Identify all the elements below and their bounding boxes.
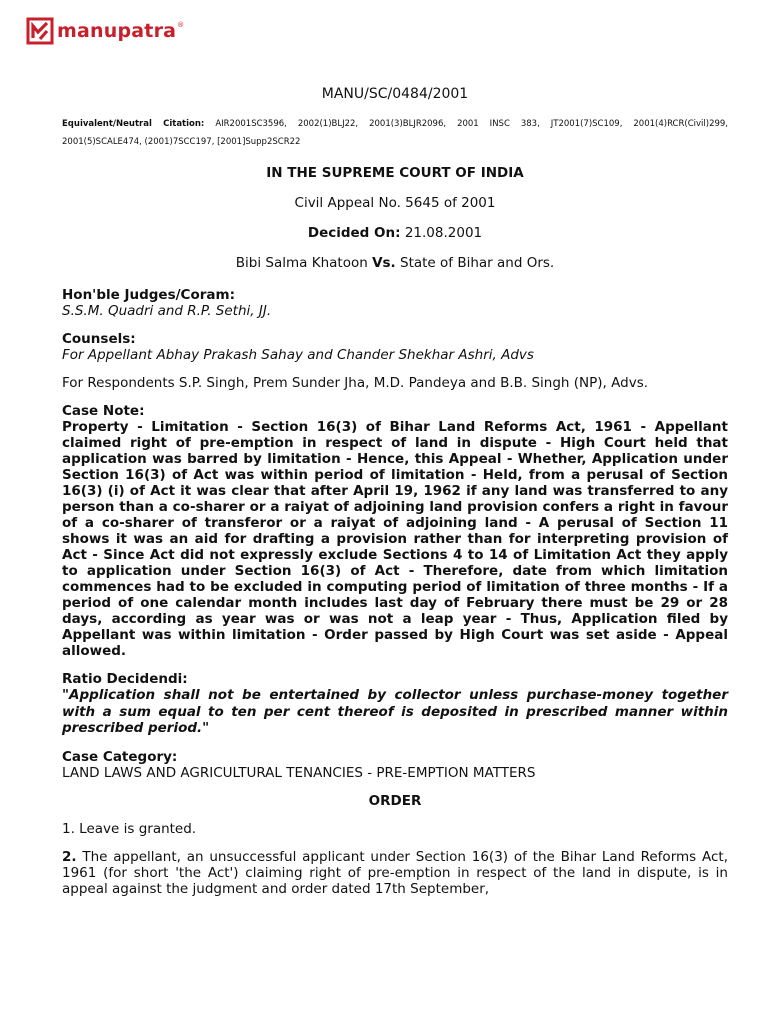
- counsel-appellant: For Appellant Abhay Prakash Sahay and Chander Shekhar Ashri, Advs: [62, 347, 534, 363]
- counsels-section: [62, 331, 728, 363]
- counsels-label: Counsels:: [62, 331, 136, 347]
- paragraph-1: 1. Leave is granted.: [62, 820, 197, 837]
- order-heading: ORDER: [368, 792, 422, 809]
- case-category-label: Case Category:: [62, 748, 178, 765]
- judges-section: [62, 287, 728, 319]
- case-note-text: Property - Limitation - Section 16(3) of Bihar Land Reforms Act, 1961 - Appellant claimed right of pre-emption in respect of land in dispute - High Court held that application was barred by limitation - Hence, this Appeal - Whether, Application under Section 16(3) of Act was within period of limitation - Held, from a perusal of Section 16(3) (i) of Act it was clear that after April 19, 1962 if any land was transferred to any person than a co-sharer or a raiyat of adjoining land provision confers a right in favour of a co-sharer of transferor or a raiyat of adjoining land - A perusal of Section 11 shows it was an aid for drafting a provision rather than for interpreting provision of Act - Since Act did not expressly exclude Sections 4 to 14 of Limitation Act they apply to application under Section 16(3) of Act - Therefore, date from which limitation commences had to be excluded in computing period of limitation of three months - If a period of one calendar month includes last day of February there must be 29 or 28 days, according as year was or was not a leap year - Thus, Application filed by Appellant was within limitation - Order passed by High Court was set aside - Appeal allowed.: [62, 419, 728, 659]
- decided-label: Decided On:: [307, 225, 401, 241]
- case-number: Civil Appeal No. 5645 of 2001: [294, 195, 496, 211]
- case-category-section: [62, 749, 728, 781]
- decided-date: 21.08.2001: [404, 225, 483, 241]
- case-category-text: LAND LAWS AND AGRICULTURAL TENANCIES - PRE-EMPTION MATTERS: [62, 764, 536, 781]
- paragraph-2-number: 2.: [62, 848, 77, 865]
- versus-label: Vs.: [372, 255, 396, 271]
- ratio-label: Ratio Decidendi:: [62, 671, 188, 687]
- judges-names: S.S.M. Quadri and R.P. Sethi, JJ.: [62, 303, 272, 319]
- manupatra-logo-icon: [26, 17, 54, 45]
- paragraph-2-text: The appellant, an unsuccessful applicant under Section 16(3) of the Bihar Land Reforms Act, 1961 (for short 'the Act') claiming right of pre-emption in respect of the land in dispute, is in appeal against the judgment and order dated 17th September,: [62, 848, 729, 897]
- equivalent-citation: [62, 115, 728, 151]
- case-parties: [62, 255, 728, 271]
- registered-mark: ®: [177, 21, 185, 29]
- judgment-document: [62, 86, 728, 897]
- party-respondent: State of Bihar and Ors.: [400, 255, 555, 271]
- case-note-section: [62, 403, 728, 659]
- paragraph-2: [62, 849, 728, 897]
- judges-label: Hon'ble Judges/Coram:: [62, 287, 235, 303]
- ratio-text: "Application shall not be entertained by collector unless purchase-money together with a sum equal to ten per cent thereof is deposited in prescribed manner within prescribed period.": [62, 687, 728, 736]
- citation-label: Equivalent/Neutral Citation:: [62, 119, 205, 129]
- brand-name: manupatra: [57, 20, 177, 42]
- manu-citation-id: MANU/SC/0484/2001: [321, 86, 469, 102]
- case-note-label: Case Note:: [62, 403, 145, 419]
- court-name: IN THE SUPREME COURT OF INDIA: [266, 165, 524, 181]
- ratio-section: [62, 671, 728, 737]
- party-appellant: Bibi Salma Khatoon: [235, 255, 368, 271]
- manupatra-logo: [26, 17, 184, 45]
- citation-text: AIR2001SC3596, 2002(1)BLJ22, 2001(3)BLJR2096, 2001 INSC 383, JT2001(7)SC109, 2001(4)RCR(Civil)299, 2001(5)SCALE474, (2001)7SCC197, [2001]Supp2SCR22: [62, 119, 729, 147]
- decided-on: [62, 225, 728, 241]
- counsel-respondents: For Respondents S.P. Singh, Prem Sunder Jha, M.D. Pandeya and B.B. Singh (NP), Advs.: [62, 375, 649, 391]
